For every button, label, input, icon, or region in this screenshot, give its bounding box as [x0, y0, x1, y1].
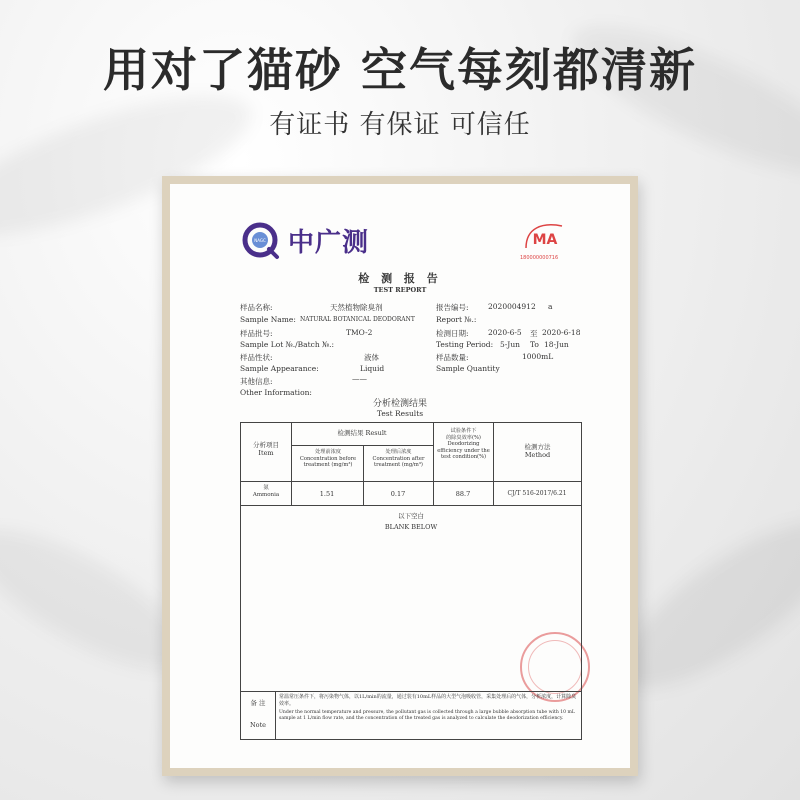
other-value: —— — [352, 374, 367, 383]
results-table — [240, 422, 582, 740]
test-period-start: 5-Jun — [500, 340, 520, 349]
test-period-end: 18-Jun — [544, 340, 569, 349]
blank-below-en: BLANK BELOW — [384, 523, 438, 531]
test-date-end: 2020-6-18 — [542, 328, 581, 337]
after-header: 处理后浓度 Concentration after treatment (mg/m³) — [372, 449, 425, 468]
other-cn-label: 其他信息: — [240, 377, 273, 386]
test-date-cn-label: 检测日期: — [436, 329, 469, 338]
certificate-frame — [162, 176, 638, 776]
banner-headline: 用对了猫砂 空气每刻都清新 — [102, 43, 697, 97]
report-no-suffix: a — [548, 302, 553, 311]
report-no: 2020004912 — [488, 302, 536, 311]
table-rule — [241, 691, 581, 692]
results-title-en: Test Results — [376, 409, 424, 418]
other-en-label: Other Information: — [240, 388, 312, 397]
ma-mark-text: MA — [532, 232, 558, 248]
test-date-start: 2020-6-5 — [488, 328, 522, 337]
note-label-cn: 备 注 — [250, 699, 266, 707]
lot-en-label: Sample Lot №./Batch №.: — [240, 340, 335, 349]
note-cn: 常温常压条件下，将污染物气体，以1L/min的流量，通过装有10mL样品的大型气泡吸收管，采集处理后的气体，分析浓度，计算除臭效率。 — [279, 694, 577, 707]
lot-cn-label: 样品批号: — [240, 329, 273, 338]
quantity-value: 1000mL — [522, 352, 554, 361]
ma-certification-icon — [522, 220, 568, 254]
method-header: 检测方法 Method — [524, 443, 551, 460]
sample-name-cn: 天然植物除臭剂 — [330, 303, 383, 312]
result-header: 检测结果 Result — [337, 429, 387, 437]
quantity-cn-label: 样品数量: — [436, 353, 469, 362]
row-efficiency: 88.7 — [455, 490, 471, 498]
logo-badge-text: NAGC — [254, 238, 266, 243]
appearance-en-label: Sample Appearance: — [240, 364, 319, 373]
report-no-en-label: Report №.: — [436, 315, 477, 324]
test-date-to: 至 — [530, 329, 538, 338]
report-title: 检 测 报 告 — [358, 272, 442, 285]
test-period-to: To — [530, 340, 539, 349]
blank-below-cn: 以下空白 — [398, 512, 424, 520]
row-after: 0.17 — [390, 490, 406, 498]
item-header: 分析项目 Item — [253, 441, 279, 458]
appearance-en: Liquid — [360, 364, 385, 373]
sample-name-en-label: Sample Name: — [240, 315, 296, 324]
row-before: 1.51 — [319, 490, 335, 498]
table-rule — [241, 481, 581, 482]
row-item: 氨 Ammonia — [252, 485, 280, 498]
cloth-fold — [557, 0, 800, 199]
ma-code: 180000000716 — [520, 255, 559, 261]
before-header: 处理前浓度 Concentration before treatment (mg/m³) — [299, 449, 357, 468]
appearance-cn: 液体 — [364, 353, 379, 362]
note-en: Under the normal temperature and pressure, the pollutant gas is collected through a large bubble absorption tube with 10 mL sample at 1 L/min flow rate, and the concentration of the treated gas is analyzed to calculate the deodorization efficiency. — [279, 710, 575, 721]
nagc-logo-icon — [240, 220, 280, 260]
brand-name: 中广测 — [288, 228, 370, 258]
quantity-en-label: Sample Quantity — [436, 364, 500, 373]
test-period-en-label: Testing Period: — [436, 340, 494, 349]
test-report-document — [170, 184, 630, 768]
sample-name-en: NATURAL BOTANICAL DEODORANT — [300, 316, 415, 323]
note-label-en: Note — [249, 721, 267, 729]
banner-subline: 有证书 有保证 可信任 — [269, 110, 531, 140]
table-rule — [275, 691, 276, 739]
efficiency-header: 试验条件下 的除臭效率(%) Deodorizing efficiency under the test condition(%) — [437, 428, 490, 460]
results-title-cn: 分析检测结果 — [372, 399, 427, 409]
table-rule — [241, 505, 581, 506]
lot-value: TMO-2 — [346, 328, 373, 337]
appearance-cn-label: 样品性状: — [240, 353, 273, 362]
report-title-en: TEST REPORT — [373, 286, 427, 294]
report-no-cn-label: 报告编号: — [436, 303, 469, 312]
row-method: CJ/T 516-2017/6.21 — [507, 490, 567, 497]
sample-name-cn-label: 样品名称: — [240, 303, 273, 312]
table-rule — [291, 445, 433, 446]
